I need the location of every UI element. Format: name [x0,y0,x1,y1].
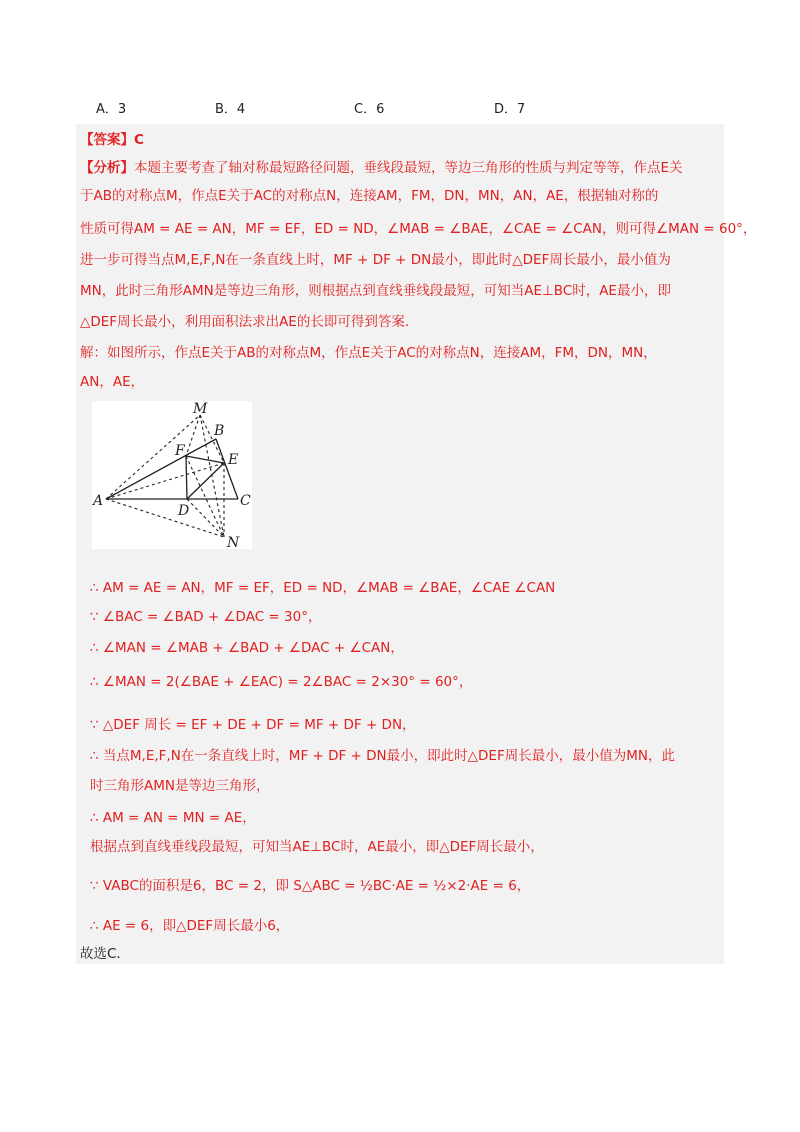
analysis-line-1: 【分析】本题主要考查了轴对称最短路径问题，垂线段最短，等边三角形的性质与判定等等，作点E关 [80,160,683,176]
answer-line [80,130,144,150]
label-e: E [228,452,239,468]
analysis-line-6: △DEF周长最小，利用面积法求出AE的长即可得到答案. [80,314,410,330]
analysis-line-4: 进一步可得当点M,E,F,N在一条直线上时，MF + DF + DN最小，即此时△DEF周长最小，最小值为 [80,252,671,268]
option-d: D．7 [494,102,526,117]
answer-value: C [134,132,144,148]
step-11: ∴ AE = 6，即△DEF周长最小6， [90,918,290,934]
segment-fe [186,456,224,463]
segment-an [106,499,224,537]
label-n: N [227,535,240,549]
option-b: B．4 [215,102,246,117]
answer-tag: 【答案】 [80,132,134,148]
solution-line-1: 解：如图所示，作点E关于AB的对称点M，作点E关于AC的对称点N，连接AM，FM，DN，MN， [80,345,657,361]
analysis-line-3: 性质可得AM = AE = AN，MF = EF，ED = ND，∠MAB = ∠BAE，∠CAE = ∠CAN，则可得∠MAN = 60°， [80,221,757,237]
solution-line-2: AN，AE， [80,374,145,390]
option-a: A．3 [96,102,127,117]
step-4: ∴ ∠MAN = 2(∠BAE + ∠EAC) = 2∠BAC = 2×30° = 60°， [90,674,473,690]
label-m: M [193,401,208,417]
solution-panel [76,124,757,964]
step-8: ∴ AM = AN = MN = AE， [90,810,256,826]
step-3: ∴ ∠MAN = ∠MAB + ∠BAD + ∠DAC + ∠CAN， [90,640,404,656]
step-5: ∵ △DEF 周长 = EF + DE + DF = MF + DF + DN， [90,717,416,733]
step-2: ∵ ∠BAC = ∠BAD + ∠DAC = 30°， [90,609,322,625]
answer-options [0,98,800,118]
step-9: 根据点到直线垂线段最短，可知当AE⊥BC时，AE最小，即△DEF周长最小， [90,839,544,855]
label-d: D [178,503,190,519]
label-b: B [214,423,225,439]
segment-fd [186,456,187,499]
analysis-line-5: MN，此时三角形AMN是等边三角形，则根据点到直线垂线段最短，可知当AE⊥BC时，AE最小，即 [80,283,671,299]
step-7: 时三角形AMN是等边三角形， [90,778,270,794]
label-a: A [93,493,104,509]
geometry-figure [92,401,252,549]
segment-bc [216,439,238,499]
step-6: ∴ 当点M,E,F,N在一条直线上时，MF + DF + DN最小，即此时△DEF周长最小，最小值为MN，此 [90,748,675,764]
conclusion: 故选C. [80,946,121,962]
label-f: F [175,443,185,459]
segment-ab [106,439,216,499]
label-c: C [240,493,251,509]
analysis-tag: 【分析】 [80,160,134,176]
step-1: ∴ AM = AE = AN，MF = EF，ED = ND，∠MAB = ∠BAE，∠CAE ∠CAN [90,580,556,596]
analysis-line-2: 于AB的对称点M，作点E关于AC的对称点N，连接AM，FM，DN，MN，AN，AE，根据轴对称的 [80,188,659,204]
step-10: ∵ VABC的面积是6，BC = 2，即 S△ABC = ½BC·AE = ½×2·AE = 6， [90,878,531,894]
option-c: C．6 [354,102,385,117]
